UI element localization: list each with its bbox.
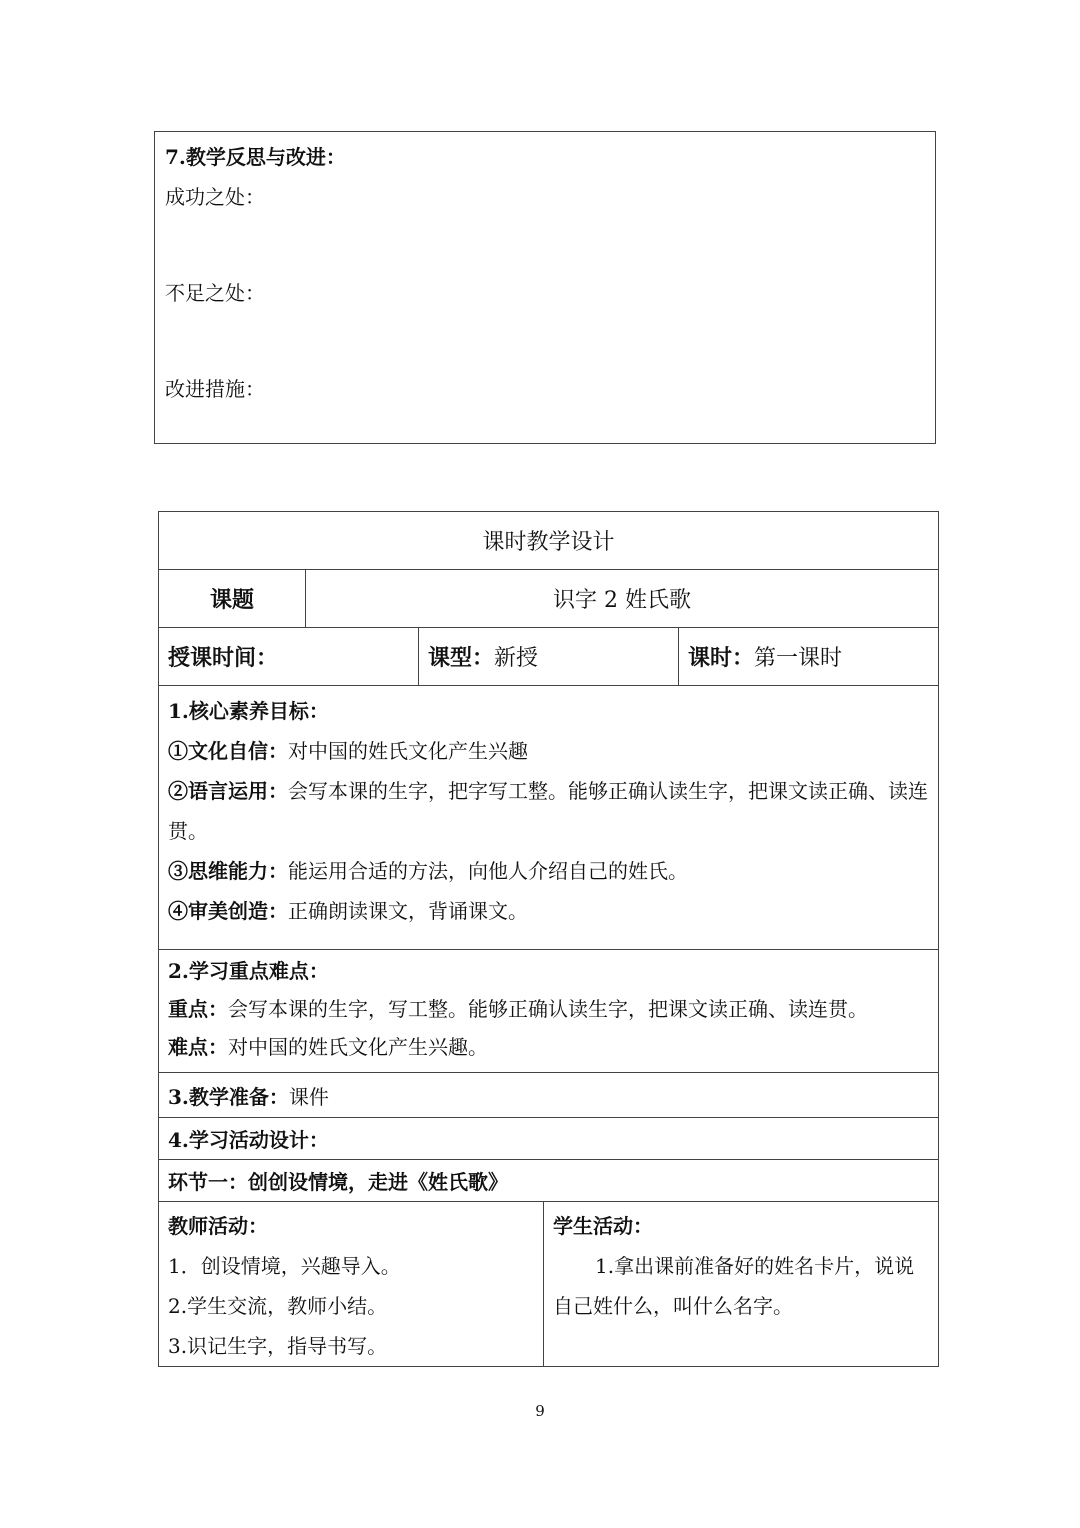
type-cell [419,628,679,686]
prep-value: 课件 [288,1084,329,1109]
improve-label: 改进措施： [165,377,265,401]
teacher-item: 2.学生交流，教师小结。 [168,1294,388,1318]
page-number: 9 [535,1402,545,1420]
teacher-activities [159,1202,544,1367]
teacher-item: 1．创设情境，兴趣导入。 [168,1254,401,1278]
lesson-design-table [158,511,939,1367]
period-cell [679,628,939,686]
stage-one: 环节一：创创设情境，走进《姓氏歌》 [159,1160,939,1202]
teacher-item: 3.识记生字，指导书写。 [168,1334,388,1358]
topic-value: 识字 2 姓氏歌 [306,570,939,628]
type-value: 新授 [494,646,539,671]
reflection-box [154,131,936,444]
topic-label: 课题 [159,570,306,628]
goals-section [159,686,939,950]
goal-item: ①文化自信：对中国的姓氏文化产生兴趣 [168,739,528,763]
teacher-label: 教师活动： [168,1214,268,1238]
prep-row [159,1073,939,1118]
goal-item: ③思维能力：能运用合适的方法，向他人介绍自己的姓氏。 [168,859,688,883]
period-label: 课时： [688,645,755,671]
reflection-title: 7.教学反思与改进： [165,145,346,169]
key-points-section [159,950,939,1073]
activity-title: 4.学习活动设计： [159,1118,939,1160]
goal-item: ④审美创造：正确朗读课文，背诵课文。 [168,899,528,923]
success-label: 成功之处： [165,185,265,209]
difficult-point: 难点：对中国的姓氏文化产生兴趣。 [168,1035,488,1059]
student-activities [544,1202,939,1367]
goal-item: ②语言运用：会写本课的生字，把字写工整。能够正确认读生字，把课文读正确、读连贯。 [168,779,928,843]
shortcoming-label: 不足之处： [165,281,265,305]
student-label: 学生活动： [553,1214,653,1238]
prep-label: 3.教学准备： [168,1084,289,1109]
period-value: 第一课时 [754,646,843,671]
key-point: 重点：会写本课的生字，写工整。能够正确认读生字，把课文读正确、读连贯。 [168,997,868,1021]
table-header: 课时教学设计 [159,512,939,570]
type-label: 课型： [428,645,495,671]
key-points-title: 2.学习重点难点： [168,959,329,983]
time-cell [159,628,419,686]
goals-title: 1.核心素养目标： [168,699,329,723]
time-label: 授课时间： [168,645,279,671]
student-text: 1.拿出课前准备好的姓名卡片，说说自己姓什么，叫什么名字。 [553,1254,915,1318]
